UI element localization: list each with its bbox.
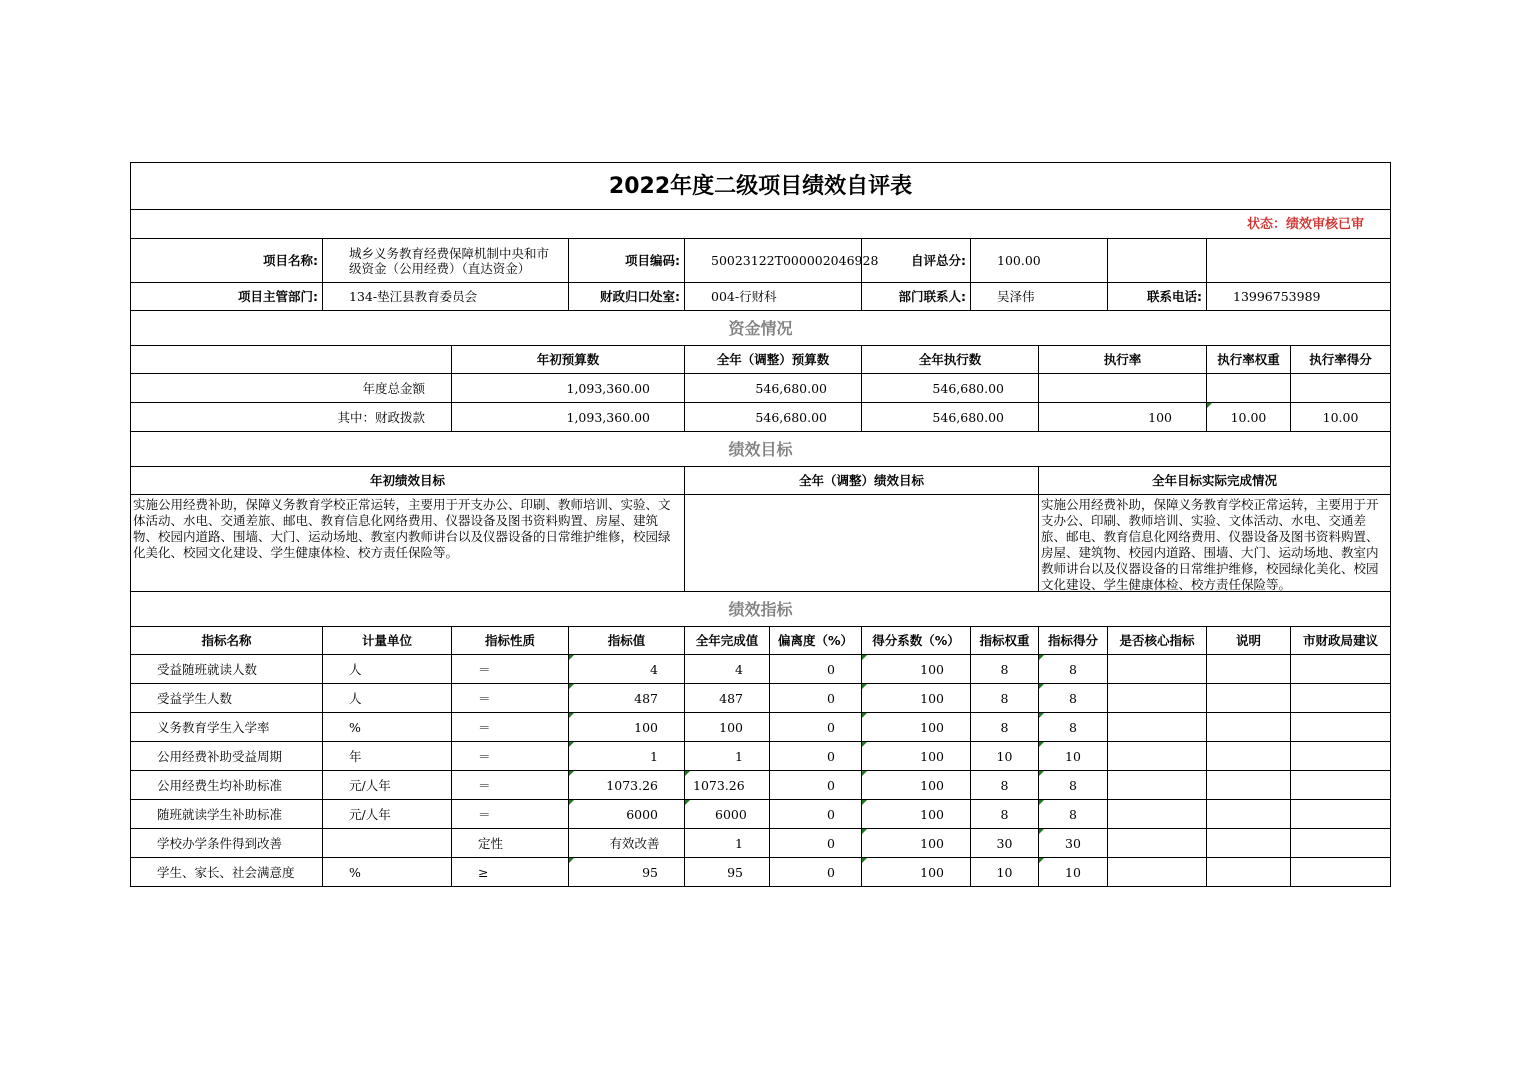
ind-unit: 人 bbox=[323, 684, 452, 713]
ind-target: 95 bbox=[569, 858, 685, 887]
ind-unit: 元/人年 bbox=[323, 771, 452, 800]
ind-coef: 100 bbox=[862, 655, 971, 684]
ind-core bbox=[1108, 684, 1207, 713]
funds-score: 10.00 bbox=[1291, 403, 1391, 432]
ind-name: 学生、家长、社会满意度 bbox=[131, 858, 323, 887]
table-row bbox=[131, 858, 1391, 887]
ind-note bbox=[1207, 655, 1291, 684]
ind-target: 6000 bbox=[569, 800, 685, 829]
ind-name: 义务教育学生入学率 bbox=[131, 713, 323, 742]
ind-weight: 10 bbox=[971, 858, 1039, 887]
ind-deviation: 0 bbox=[770, 800, 862, 829]
project-name-label: 项目名称: bbox=[131, 239, 323, 283]
ind-header-nature: 指标性质 bbox=[452, 627, 569, 655]
funds-header-adjusted: 全年（调整）预算数 bbox=[685, 346, 862, 374]
status-badge: 状态：绩效审核已审 bbox=[131, 210, 1391, 239]
ind-coef: 100 bbox=[862, 684, 971, 713]
ind-unit: % bbox=[323, 713, 452, 742]
initial-goal-cell bbox=[131, 495, 685, 592]
ind-header-target: 指标值 bbox=[569, 627, 685, 655]
ind-header-suggestion: 市财政局建议 bbox=[1291, 627, 1391, 655]
goals-section-title: 绩效目标 bbox=[131, 432, 1391, 467]
ind-header-core: 是否核心指标 bbox=[1108, 627, 1207, 655]
finance-office-value: 004-行财科 bbox=[685, 283, 862, 311]
funds-score bbox=[1291, 374, 1391, 403]
ind-target: 4 bbox=[569, 655, 685, 684]
dept-label: 项目主管部门: bbox=[131, 283, 323, 311]
phone-label: 联系电话: bbox=[1108, 283, 1207, 311]
ind-suggestion bbox=[1291, 800, 1391, 829]
ind-note bbox=[1207, 684, 1291, 713]
evaluation-table bbox=[130, 162, 1391, 887]
ind-suggestion bbox=[1291, 742, 1391, 771]
self-score-label: 自评总分: bbox=[862, 239, 971, 283]
ind-note bbox=[1207, 771, 1291, 800]
ind-score: 30 bbox=[1039, 829, 1108, 858]
funds-rate: 100 bbox=[1039, 403, 1207, 432]
ind-score: 8 bbox=[1039, 684, 1108, 713]
finance-office-label: 财政归口处室: bbox=[569, 283, 685, 311]
ind-coef: 100 bbox=[862, 742, 971, 771]
ind-note bbox=[1207, 800, 1291, 829]
ind-unit bbox=[323, 829, 452, 858]
ind-coef: 100 bbox=[862, 858, 971, 887]
funds-row-total bbox=[131, 374, 1391, 403]
ind-nature: ＝ bbox=[452, 800, 569, 829]
funds-header-executed: 全年执行数 bbox=[862, 346, 1039, 374]
ind-core bbox=[1108, 655, 1207, 684]
phone-value: 13996753989 bbox=[1207, 283, 1391, 311]
ind-nature: ＝ bbox=[452, 771, 569, 800]
ind-actual: 487 bbox=[685, 684, 770, 713]
self-score-value: 100.00 bbox=[971, 239, 1108, 283]
ind-coef: 100 bbox=[862, 829, 971, 858]
ind-note bbox=[1207, 742, 1291, 771]
ind-nature: ＝ bbox=[452, 713, 569, 742]
funds-initial: 1,093,360.00 bbox=[452, 374, 685, 403]
table-row bbox=[131, 655, 1391, 684]
funds-section-title: 资金情况 bbox=[131, 311, 1391, 346]
ind-header-coef: 得分系数（%） bbox=[862, 627, 971, 655]
funds-header-weight: 执行率权重 bbox=[1207, 346, 1291, 374]
funds-header-rate: 执行率 bbox=[1039, 346, 1207, 374]
ind-deviation: 0 bbox=[770, 655, 862, 684]
contact-label: 部门联系人: bbox=[862, 283, 971, 311]
table-row bbox=[131, 742, 1391, 771]
funds-executed: 546,680.00 bbox=[862, 403, 1039, 432]
ind-name: 受益学生人数 bbox=[131, 684, 323, 713]
ind-target: 1 bbox=[569, 742, 685, 771]
ind-deviation: 0 bbox=[770, 684, 862, 713]
funds-executed: 546,680.00 bbox=[862, 374, 1039, 403]
ind-core bbox=[1108, 713, 1207, 742]
ind-name: 学校办学条件得到改善 bbox=[131, 829, 323, 858]
ind-unit: 年 bbox=[323, 742, 452, 771]
funds-initial: 1,093,360.00 bbox=[452, 403, 685, 432]
funds-header-blank bbox=[131, 346, 452, 374]
funds-adjusted: 546,680.00 bbox=[685, 403, 862, 432]
initial-goal-text: 实施公用经费补助，保障义务教育学校正常运转，主要用于开支办公、印刷、教师培训、实验、文体活动、水电、交通差旅、邮电、教育信息化网络费用、仪器设备及图书资料购置、房屋、建筑物、校园内道路、围墙、大门、运动场地、教室内教师讲台以及仪器设备的日常维护维修，校园绿化美化、校园文化建设、学生健康体检、校方责任保险等。 bbox=[133, 497, 671, 560]
funds-header-score: 执行率得分 bbox=[1291, 346, 1391, 374]
table-row bbox=[131, 771, 1391, 800]
ind-core bbox=[1108, 742, 1207, 771]
ind-score: 10 bbox=[1039, 742, 1108, 771]
project-code-value: 50023122T000002046928 bbox=[685, 239, 862, 283]
ind-nature: ＝ bbox=[452, 684, 569, 713]
ind-deviation: 0 bbox=[770, 713, 862, 742]
funds-adjusted: 546,680.00 bbox=[685, 374, 862, 403]
empty-cell bbox=[1207, 239, 1391, 283]
ind-target: 有效改善 bbox=[569, 829, 685, 858]
adjusted-goal-text bbox=[687, 497, 1036, 589]
actual-completion-text: 实施公用经费补助，保障义务教育学校正常运转，主要用于开支办公、印刷、教师培训、实验、文体活动、水电、交通差旅、邮电、教育信息化网络费用、仪器设备及图书资料购置、房屋、建筑物、校园内道路、围墙、大门、运动场地、教室内教师讲台以及仪器设备的日常维护维修，校园绿化美化、校园文化建设、学生健康体检、校方责任保险等。 bbox=[1041, 497, 1379, 592]
ind-note bbox=[1207, 858, 1291, 887]
ind-suggestion bbox=[1291, 713, 1391, 742]
ind-unit: 人 bbox=[323, 655, 452, 684]
ind-weight: 30 bbox=[971, 829, 1039, 858]
funds-weight: 10.00 bbox=[1207, 403, 1291, 432]
ind-actual: 4 bbox=[685, 655, 770, 684]
goals-header-adjusted: 全年（调整）绩效目标 bbox=[685, 467, 1039, 495]
goals-header-initial: 年初绩效目标 bbox=[131, 467, 685, 495]
ind-nature: 定性 bbox=[452, 829, 569, 858]
ind-nature: ＝ bbox=[452, 742, 569, 771]
ind-weight: 10 bbox=[971, 742, 1039, 771]
ind-score: 8 bbox=[1039, 713, 1108, 742]
ind-deviation: 0 bbox=[770, 858, 862, 887]
ind-name: 公用经费补助受益周期 bbox=[131, 742, 323, 771]
ind-header-actual: 全年完成值 bbox=[685, 627, 770, 655]
funds-row-fiscal bbox=[131, 403, 1391, 432]
funds-weight bbox=[1207, 374, 1291, 403]
table-row bbox=[131, 800, 1391, 829]
ind-actual: 95 bbox=[685, 858, 770, 887]
ind-core bbox=[1108, 771, 1207, 800]
ind-coef: 100 bbox=[862, 800, 971, 829]
ind-deviation: 0 bbox=[770, 771, 862, 800]
ind-core bbox=[1108, 829, 1207, 858]
ind-score: 8 bbox=[1039, 655, 1108, 684]
ind-actual: 1 bbox=[685, 829, 770, 858]
ind-nature: ≥ bbox=[452, 858, 569, 887]
ind-weight: 8 bbox=[971, 800, 1039, 829]
ind-header-note: 说明 bbox=[1207, 627, 1291, 655]
contact-value: 吴泽伟 bbox=[971, 283, 1108, 311]
project-code-label: 项目编码: bbox=[569, 239, 685, 283]
ind-header-unit: 计量单位 bbox=[323, 627, 452, 655]
ind-actual: 1 bbox=[685, 742, 770, 771]
ind-coef: 100 bbox=[862, 771, 971, 800]
funds-rate bbox=[1039, 374, 1207, 403]
ind-note bbox=[1207, 829, 1291, 858]
ind-suggestion bbox=[1291, 858, 1391, 887]
ind-core bbox=[1108, 858, 1207, 887]
ind-score: 10 bbox=[1039, 858, 1108, 887]
ind-suggestion bbox=[1291, 684, 1391, 713]
indicators-section-title: 绩效指标 bbox=[131, 592, 1391, 627]
ind-actual: 100 bbox=[685, 713, 770, 742]
ind-suggestion bbox=[1291, 829, 1391, 858]
ind-actual: 1073.26 bbox=[685, 771, 770, 800]
table-row bbox=[131, 829, 1391, 858]
ind-weight: 8 bbox=[971, 713, 1039, 742]
ind-header-deviation: 偏离度（%） bbox=[770, 627, 862, 655]
ind-target: 487 bbox=[569, 684, 685, 713]
ind-nature: ＝ bbox=[452, 655, 569, 684]
funds-row-label: 其中：财政拨款 bbox=[131, 403, 452, 432]
table-row bbox=[131, 713, 1391, 742]
adjusted-goal-cell bbox=[685, 495, 1039, 592]
ind-header-score: 指标得分 bbox=[1039, 627, 1108, 655]
ind-target: 100 bbox=[569, 713, 685, 742]
dept-value: 134-垫江县教育委员会 bbox=[323, 283, 569, 311]
ind-suggestion bbox=[1291, 771, 1391, 800]
project-name-value: 城乡义务教育经费保障机制中央和市级资金（公用经费）（直达资金） bbox=[323, 239, 569, 283]
ind-score: 8 bbox=[1039, 771, 1108, 800]
ind-name: 公用经费生均补助标准 bbox=[131, 771, 323, 800]
ind-name: 随班就读学生补助标准 bbox=[131, 800, 323, 829]
self-evaluation-sheet bbox=[130, 162, 1390, 887]
ind-core bbox=[1108, 800, 1207, 829]
empty-cell bbox=[1108, 239, 1207, 283]
ind-coef: 100 bbox=[862, 713, 971, 742]
ind-weight: 8 bbox=[971, 771, 1039, 800]
page-title: 2022年度二级项目绩效自评表 bbox=[131, 163, 1391, 210]
ind-deviation: 0 bbox=[770, 742, 862, 771]
ind-header-name: 指标名称 bbox=[131, 627, 323, 655]
ind-unit: 元/人年 bbox=[323, 800, 452, 829]
table-row bbox=[131, 684, 1391, 713]
ind-name: 受益随班就读人数 bbox=[131, 655, 323, 684]
goals-header-actual: 全年目标实际完成情况 bbox=[1039, 467, 1391, 495]
ind-weight: 8 bbox=[971, 655, 1039, 684]
funds-row-label: 年度总金额 bbox=[131, 374, 452, 403]
ind-score: 8 bbox=[1039, 800, 1108, 829]
ind-suggestion bbox=[1291, 655, 1391, 684]
ind-deviation: 0 bbox=[770, 829, 862, 858]
ind-unit: % bbox=[323, 858, 452, 887]
actual-completion-cell bbox=[1039, 495, 1391, 592]
ind-target: 1073.26 bbox=[569, 771, 685, 800]
ind-weight: 8 bbox=[971, 684, 1039, 713]
ind-actual: 6000 bbox=[685, 800, 770, 829]
ind-header-weight: 指标权重 bbox=[971, 627, 1039, 655]
ind-note bbox=[1207, 713, 1291, 742]
funds-header-initial: 年初预算数 bbox=[452, 346, 685, 374]
